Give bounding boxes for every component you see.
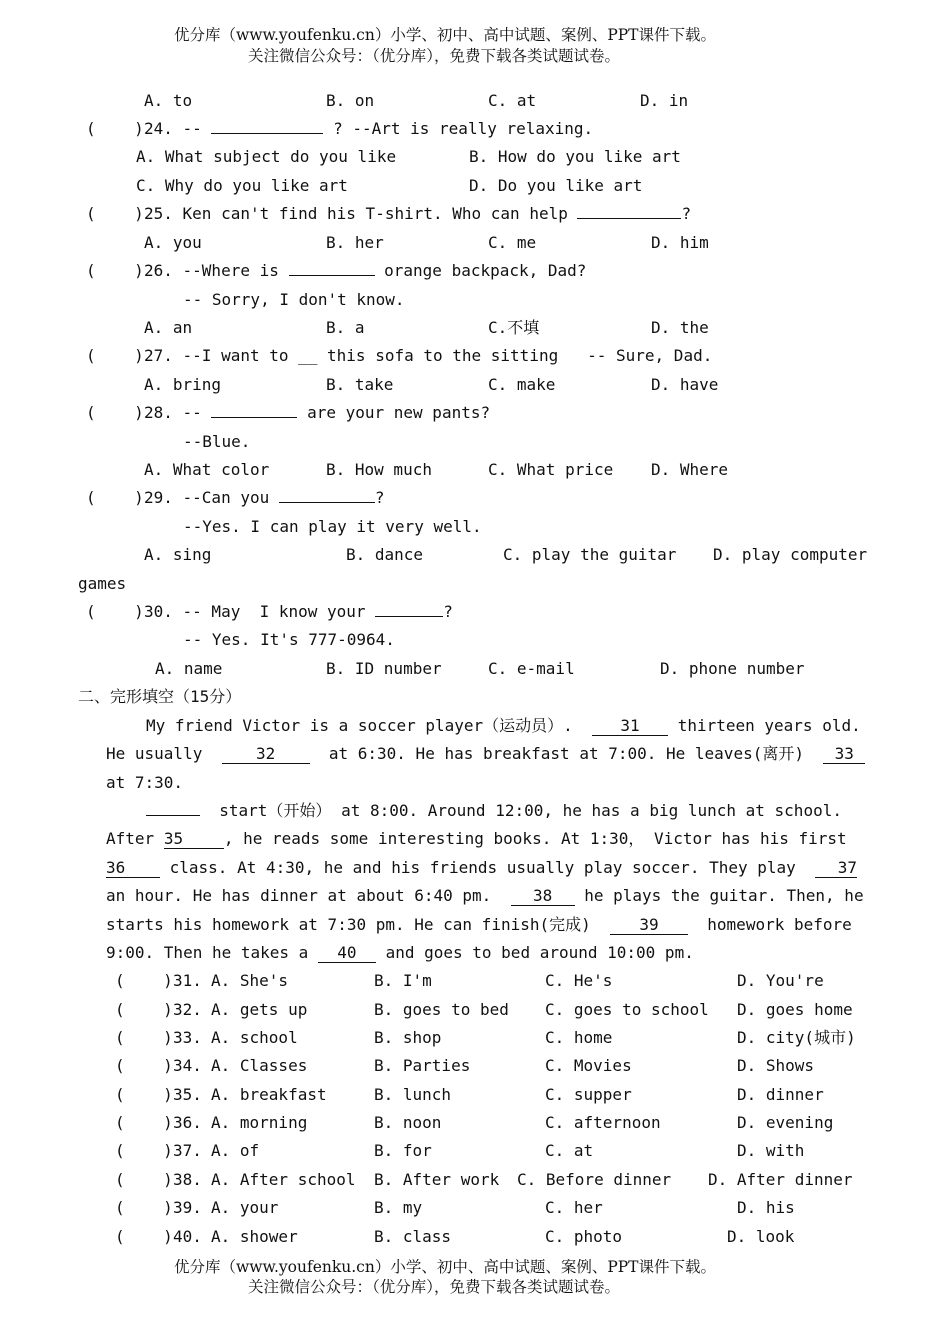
q29-blank xyxy=(279,502,375,503)
q29-answer-paren: ( ) xyxy=(86,488,144,507)
section-title: 二、完形填空（15分） xyxy=(78,687,242,706)
cloze-option-b: B. my xyxy=(374,1198,423,1217)
q26-option-c: C.不填 xyxy=(488,318,540,337)
q27-stem: 27. --I want to __ this sofa to the sitting -- Sure, Dad. xyxy=(144,346,713,365)
q26-option-d: D. the xyxy=(651,318,709,337)
q28-answer-paren: ( ) xyxy=(86,403,144,422)
q27-option-b: B. take xyxy=(326,375,394,394)
cloze-option-c: C. goes to school xyxy=(545,1000,709,1019)
cloze-option-a: A. morning xyxy=(211,1113,308,1132)
blank-37: 37 xyxy=(815,859,857,878)
cloze-num: 31. xyxy=(173,971,202,990)
passage-line-1: My friend Victor is a soccer player（运动员）. 31 thirteen years old. xyxy=(146,716,861,735)
cloze-option-b: B. lunch xyxy=(374,1085,452,1104)
cloze-option-c: C. afternoon xyxy=(545,1113,661,1132)
passage-line-9: 9:00. Then he takes a 40 and goes to bed around 10:00 pm. xyxy=(106,943,694,962)
passage-line-7: an hour. He has dinner at about 6:40 pm. 38 he plays the guitar. Then, he xyxy=(106,886,864,905)
q28-option-c: C. What price xyxy=(488,460,614,479)
q27-option-d: D. have xyxy=(651,375,719,394)
cloze-option-d: D. his xyxy=(737,1198,795,1217)
q29-option-d-wrap: games xyxy=(78,574,127,593)
q24-blank xyxy=(211,133,323,134)
q23-option-b: B. on xyxy=(326,91,375,110)
cloze-option-a: A. Classes xyxy=(211,1056,308,1075)
q28-option-d: D. Where xyxy=(651,460,729,479)
q26-reply: -- Sorry, I don't know. xyxy=(183,290,405,309)
q24-option-b: B. How do you like art xyxy=(469,147,681,166)
cloze-option-c: C. home xyxy=(545,1028,613,1047)
q30-stem: 30. -- May I know your ? xyxy=(144,602,453,621)
q30-reply: -- Yes. It's 777-0964. xyxy=(183,630,395,649)
q29-stem: 29. --Can you ? xyxy=(144,488,385,507)
cloze-option-b: B. After work xyxy=(374,1170,500,1189)
q24-answer-paren: ( ) xyxy=(86,119,144,138)
q28-option-b: B. How much xyxy=(326,460,432,479)
q24-option-c: C. Why do you like art xyxy=(136,176,348,195)
blank-39: 39 xyxy=(610,916,688,935)
cloze-option-c: C. supper xyxy=(545,1085,632,1104)
blank-36: 36 xyxy=(106,859,160,878)
cloze-paren: ( ) xyxy=(115,1085,173,1104)
blank-32: 32 xyxy=(222,745,310,764)
cloze-option-c: C. photo xyxy=(545,1227,623,1246)
q30-blank xyxy=(375,616,443,617)
cloze-num: 35. xyxy=(173,1085,202,1104)
footer-line-1: 优分库（www.youfenku.cn）小学、初中、高中试题、案例、PPT课件下载。 xyxy=(174,1258,717,1276)
q27-option-a: A. bring xyxy=(144,375,222,394)
cloze-option-d: D. Shows xyxy=(737,1056,815,1075)
q26-blank xyxy=(289,275,375,276)
cloze-paren: ( ) xyxy=(115,1113,173,1132)
cloze-option-d: D. with xyxy=(737,1141,805,1160)
cloze-paren: ( ) xyxy=(115,1198,173,1217)
q29-reply: --Yes. I can play it very well. xyxy=(183,517,482,536)
q25-stem: 25. Ken can't find his T-shirt. Who can help ? xyxy=(144,204,692,223)
blank-35: 35 xyxy=(164,830,224,849)
cloze-option-c: C. He's xyxy=(545,971,613,990)
q23-option-c: C. at xyxy=(488,91,537,110)
cloze-option-b: B. Parties xyxy=(374,1056,471,1075)
q29-option-a: A. sing xyxy=(144,545,212,564)
blank-31: 31 xyxy=(592,717,668,736)
blank-38: 38 xyxy=(511,887,575,906)
cloze-option-c: C. her xyxy=(545,1198,603,1217)
cloze-num: 39. xyxy=(173,1198,202,1217)
cloze-paren: ( ) xyxy=(115,1028,173,1047)
blank-34 xyxy=(146,815,200,816)
q30-option-b: B. ID number xyxy=(326,659,442,678)
q30-option-a: A. name xyxy=(155,659,223,678)
passage-line-6: 36 class. At 4:30, he and his friends usually play soccer. They play 37 xyxy=(106,858,858,877)
blank-33: 33 xyxy=(823,745,865,764)
q23-option-a: A. to xyxy=(144,91,193,110)
header-line-1: 优分库（www.youfenku.cn）小学、初中、高中试题、案例、PPT课件下载。 xyxy=(174,26,717,44)
cloze-option-d: D. You're xyxy=(737,971,824,990)
cloze-paren: ( ) xyxy=(115,1227,173,1246)
cloze-num: 34. xyxy=(173,1056,202,1075)
cloze-option-a: A. of xyxy=(211,1141,260,1160)
q28-stem: 28. -- are your new pants? xyxy=(144,403,491,422)
q26-option-a: A. an xyxy=(144,318,193,337)
cloze-option-b: B. goes to bed xyxy=(374,1000,509,1019)
cloze-option-b: B. for xyxy=(374,1141,432,1160)
cloze-option-d: D. goes home xyxy=(737,1000,853,1019)
cloze-option-a: A. She's xyxy=(211,971,289,990)
footer-line-2: 关注微信公众号：（优分库），免费下载各类试题试卷。 xyxy=(248,1278,621,1296)
cloze-option-c: C. at xyxy=(545,1141,594,1160)
q26-stem: 26. --Where is orange backpack, Dad? xyxy=(144,261,587,280)
cloze-num: 40. xyxy=(173,1227,202,1246)
cloze-option-a: A. school xyxy=(211,1028,298,1047)
q25-blank xyxy=(577,218,681,219)
q24-stem: 24. -- ? --Art is really relaxing. xyxy=(144,119,594,138)
cloze-option-d: D. dinner xyxy=(737,1085,824,1104)
q26-option-b: B. a xyxy=(326,318,365,337)
cloze-option-a: A. gets up xyxy=(211,1000,308,1019)
q25-option-b: B. her xyxy=(326,233,384,252)
q28-option-a: A. What color xyxy=(144,460,270,479)
q25-option-a: A. you xyxy=(144,233,202,252)
cloze-num: 32. xyxy=(173,1000,202,1019)
cloze-option-b: B. shop xyxy=(374,1028,442,1047)
passage-line-3: at 7:30. xyxy=(106,773,184,792)
passage-line-8: starts his homework at 7:30 pm. He can finish(完成) 39 homework before xyxy=(106,915,852,934)
cloze-num: 36. xyxy=(173,1113,202,1132)
cloze-option-a: A. shower xyxy=(211,1227,298,1246)
q29-option-c: C. play the guitar xyxy=(503,545,677,564)
cloze-option-a: A. After school xyxy=(211,1170,356,1189)
header-line-2: 关注微信公众号：（优分库），免费下载各类试题试卷。 xyxy=(248,47,621,65)
q25-answer-paren: ( ) xyxy=(86,204,144,223)
passage-line-2: He usually 32 at 6:30. He has breakfast at 7:00. He leaves(离开) 33 xyxy=(106,744,865,764)
q28-reply: --Blue. xyxy=(183,432,251,451)
cloze-option-c: C. Movies xyxy=(545,1056,632,1075)
cloze-paren: ( ) xyxy=(115,1000,173,1019)
q24-option-a: A. What subject do you like xyxy=(136,147,397,166)
q28-blank xyxy=(211,417,297,418)
q24-option-d: D. Do you like art xyxy=(469,176,643,195)
cloze-paren: ( ) xyxy=(115,1141,173,1160)
q26-answer-paren: ( ) xyxy=(86,261,144,280)
cloze-option-a: A. your xyxy=(211,1198,279,1217)
q27-option-c: C. make xyxy=(488,375,556,394)
cloze-option-a: A. breakfast xyxy=(211,1085,327,1104)
q23-option-d: D. in xyxy=(640,91,689,110)
cloze-option-d: D. After dinner xyxy=(708,1170,853,1189)
cloze-num: 37. xyxy=(173,1141,202,1160)
passage-line-4: start（开始） at 8:00. Around 12:00, he has a big lunch at school. xyxy=(146,801,842,821)
cloze-paren: ( ) xyxy=(115,1170,173,1189)
q29-option-b: B. dance xyxy=(346,545,424,564)
blank-40: 40 xyxy=(318,944,376,963)
cloze-option-d: D. city(城市) xyxy=(737,1028,856,1047)
cloze-paren: ( ) xyxy=(115,1056,173,1075)
cloze-paren: ( ) xyxy=(115,971,173,990)
cloze-option-b: B. class xyxy=(374,1227,452,1246)
q30-option-c: C. e-mail xyxy=(488,659,575,678)
cloze-option-c: C. Before dinner xyxy=(517,1170,672,1189)
passage-line-5: After 35 , he reads some interesting books. At 1:30， Victor has his first xyxy=(106,829,847,848)
cloze-option-d: D. evening xyxy=(737,1113,834,1132)
q30-answer-paren: ( ) xyxy=(86,602,144,621)
cloze-num: 33. xyxy=(173,1028,202,1047)
q30-option-d: D. phone number xyxy=(660,659,805,678)
q27-answer-paren: ( ) xyxy=(86,346,144,365)
q25-option-c: C. me xyxy=(488,233,537,252)
q29-option-d: D. play computer xyxy=(713,545,868,564)
cloze-option-b: B. I'm xyxy=(374,971,432,990)
cloze-num: 38. xyxy=(173,1170,202,1189)
cloze-option-b: B. noon xyxy=(374,1113,442,1132)
cloze-option-d: D. look xyxy=(727,1227,795,1246)
q25-option-d: D. him xyxy=(651,233,709,252)
